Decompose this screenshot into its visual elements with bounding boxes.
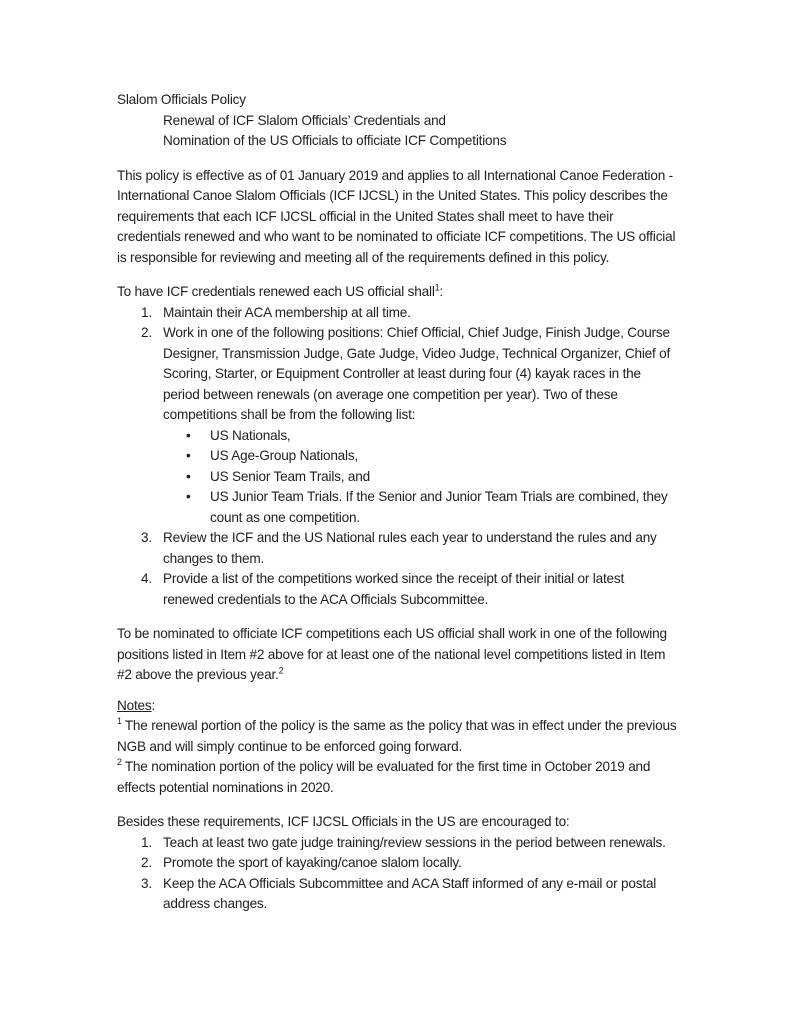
notes-heading-text: Notes: [117, 697, 152, 713]
footnote-ref-2: 2: [278, 665, 284, 676]
nomination-text: To be nominated to officiate ICF competitions each US official shall work in one of the following positions listed in Item #2 above for at least one of the national level competitions listed in Item #2 above the previous year.: [117, 626, 667, 682]
encouraged-section: [117, 812, 677, 915]
renewal-item-4: Provide a list of the competitions worked since the receipt of their initial or latest renewed credentials to the ACA Officials Subcommittee.: [163, 571, 625, 607]
renewal-list: [117, 303, 677, 611]
document-subtitle-1: Renewal of ICF Slalom Officials’ Credentials and: [163, 112, 446, 128]
competition-item-4: • US Junior Team Trials. If the Senior and Junior Team Trials are combined, they count as one competition.: [163, 487, 677, 528]
renewal-section: [117, 282, 677, 610]
nomination-paragraph: [117, 624, 677, 686]
competitions-list: [163, 426, 677, 529]
competition-item-3: • US Senior Team Trails, and: [163, 467, 677, 488]
notes-heading-suffix: :: [151, 697, 156, 713]
notes-section: [117, 696, 677, 799]
note-2-text: The nomination portion of the policy will be evaluated for the first time in October 2019 and effects potential nominations in 2020.: [117, 759, 651, 795]
competition-item-2: • US Age-Group Nationals,: [163, 446, 677, 467]
encouraged-item-1: Teach at least two gate judge training/review sessions in the period between renewals.: [163, 834, 666, 850]
encouraged-item-3: Keep the ACA Officials Subcommittee and ACA Staff informed of any e-mail or postal address changes.: [163, 875, 657, 911]
document-title-block: [117, 90, 677, 152]
renewal-lead-text: To have ICF credentials renewed each US official shall: [117, 284, 435, 299]
intro-paragraph: This policy is effective as of 01 January 2019 and applies to all International Canoe Federation - International Canoe Slalom Officials (ICF IJCSL) in the United States. This policy describes the requirements that each ICF IJCSL official in the United States shall meet to have their credentials renewed and who want to be nominated to officiate ICF competitions. The US official is responsible for reviewing and meeting all of the requirements defined in this policy.: [117, 167, 676, 265]
renewal-item-1: Maintain their ACA membership at all time.: [163, 304, 411, 320]
footnote-ref-1: 1: [434, 282, 440, 293]
note-2-ref: 2: [117, 757, 122, 768]
encouraged-item-2: Promote the sport of kayaking/canoe slalom locally.: [163, 855, 462, 870]
encouraged-list: [117, 833, 677, 915]
note-1-text: The renewal portion of the policy is the same as the policy that was in effect under the previous NGB and will simply continue to be enforced going forward.: [117, 718, 677, 754]
competition-item-1: • US Nationals,: [163, 426, 677, 447]
note-1-ref: 1: [117, 716, 122, 727]
encouraged-lead: Besides these requirements, ICF IJCSL Officials in the US are encouraged to:: [117, 814, 570, 829]
notes-heading: [117, 696, 677, 717]
renewal-lead: [117, 282, 677, 303]
document-subtitle-2: Nomination of the US Officials to officiate ICF Competitions: [163, 133, 507, 148]
renewal-lead-suffix: :: [439, 284, 444, 299]
note-2: [117, 757, 677, 798]
renewal-item-3: Review the ICF and the US National rules each year to understand the rules and any changes to them.: [163, 530, 657, 566]
note-1: [117, 716, 677, 757]
renewal-item-2: [117, 323, 677, 528]
document-title: Slalom Officials Policy: [117, 92, 246, 107]
document-content: [117, 90, 677, 915]
renewal-item-2-text: Work in one of the following positions: Chief Official, Chief Judge, Finish Judge, Course Designer, Transmission Judge, Gate Judge, Video Judge, Technical Organizer, Chief of Scoring, Starter, or Equipment Controller at least during four (4) kayak races in the period between renewals (on average one competition per year). Two of these competitions shall be from the following list:: [163, 325, 671, 422]
